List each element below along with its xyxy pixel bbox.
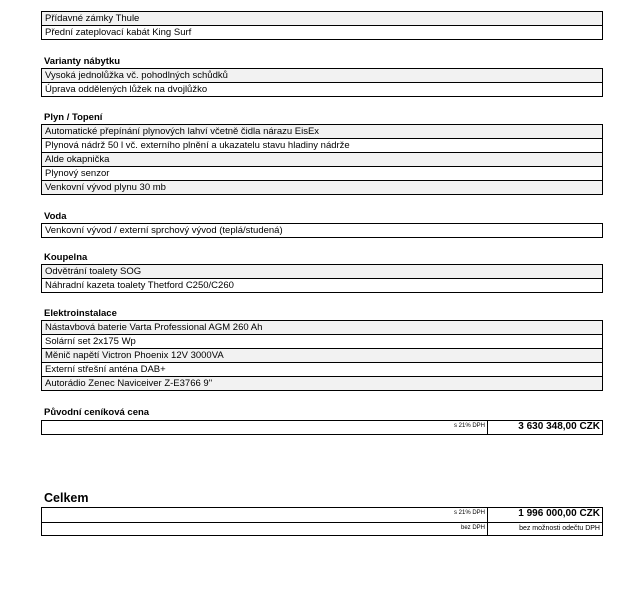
list-item: Venkovní vývod / externí sprchový vývod (teplá/studená) xyxy=(41,224,603,238)
section-title-electrical: Elektroinstalace xyxy=(44,308,117,319)
novat-note: bez možnosti odečtu DPH xyxy=(519,525,600,532)
section-title-furniture: Varianty nábytku xyxy=(44,56,121,67)
water-list xyxy=(41,223,603,238)
vat-label: s 21% DPH xyxy=(453,423,485,429)
list-item: Úprava oddělených lůžek na dvojlůžko xyxy=(41,83,603,97)
original-price-value: 3 630 348,00 CZK xyxy=(518,421,600,432)
section-title-gas: Plyn / Topení xyxy=(44,112,103,123)
total-price-box xyxy=(41,507,603,536)
accessories-list xyxy=(41,11,603,40)
section-title-water: Voda xyxy=(44,211,67,222)
original-price-box xyxy=(41,420,603,435)
electrical-list xyxy=(41,320,603,391)
list-item: Solární set 2x175 Wp xyxy=(41,335,603,349)
list-item: Nástavbová baterie Varta Professional AGM 260 Ah xyxy=(41,321,603,335)
novat-label: bez DPH xyxy=(460,525,485,531)
gas-list xyxy=(41,124,603,195)
list-item: Externí střešní anténa DAB+ xyxy=(41,363,603,377)
list-item: Automatické přepínání plynových lahví včetně čidla nárazu EisEx xyxy=(41,125,603,139)
list-item: Odvětrání toalety SOG xyxy=(41,265,603,279)
list-item: Vysoká jednolůžka vč. pohodlných schůdků xyxy=(41,69,603,83)
list-item: Venkovní vývod plynu 30 mb xyxy=(41,181,603,195)
furniture-list xyxy=(41,68,603,97)
list-item: Alde okapnička xyxy=(41,153,603,167)
total-value: 1 996 000,00 CZK xyxy=(518,508,600,519)
list-item: Přední zateplovací kabát King Surf xyxy=(41,26,603,40)
list-item: Měnič napětí Victron Phoenix 12V 3000VA xyxy=(41,349,603,363)
list-item: Přídavné zámky Thule xyxy=(41,12,603,26)
original-price-title: Původní ceníková cena xyxy=(44,407,150,418)
list-item: Plynový senzor xyxy=(41,167,603,181)
total-title: Celkem xyxy=(44,491,89,505)
bathroom-list xyxy=(41,264,603,293)
total-vat-label: s 21% DPH xyxy=(453,510,485,516)
list-item: Plynová nádrž 50 l vč. externího plnění a ukazatelu stavu hladiny nádrže xyxy=(41,139,603,153)
section-title-bathroom: Koupelna xyxy=(44,252,88,263)
list-item: Náhradní kazeta toalety Thetford C250/C260 xyxy=(41,279,603,293)
list-item: Autorádio Zenec Naviceiver Z-E3766 9" xyxy=(41,377,603,391)
